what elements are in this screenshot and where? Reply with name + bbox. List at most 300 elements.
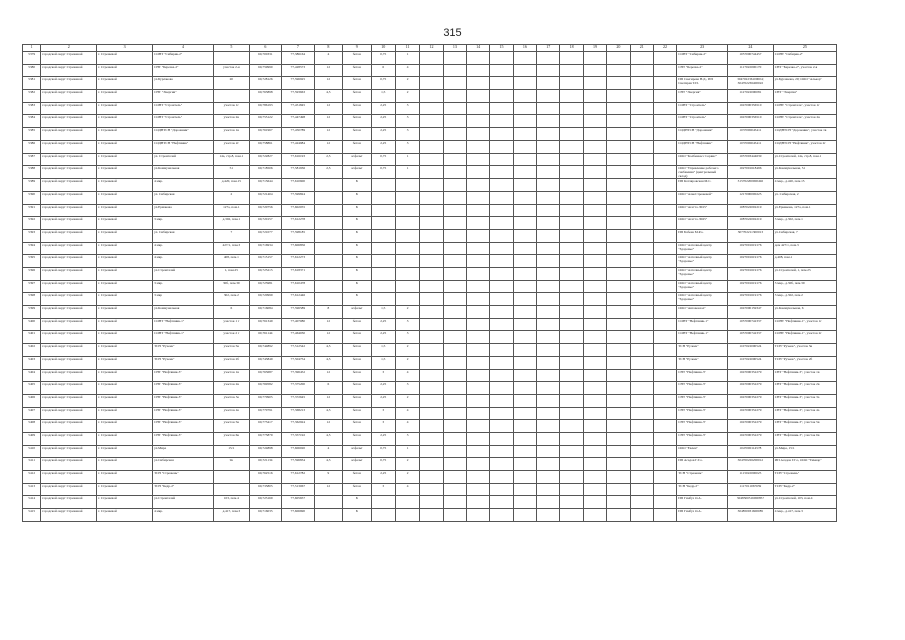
table-cell bbox=[420, 166, 443, 179]
table-row bbox=[23, 90, 837, 103]
table-cell: бетон bbox=[343, 115, 371, 128]
table-cell: городской округ Стрежевой bbox=[41, 471, 97, 484]
table-cell bbox=[653, 153, 676, 166]
table-cell: 5401 bbox=[23, 331, 41, 344]
table-cell: городской округ Стрежевой bbox=[41, 280, 97, 293]
table-cell bbox=[467, 217, 490, 230]
table-cell: 5404 bbox=[23, 369, 41, 382]
table-cell: 2,5 bbox=[314, 153, 342, 166]
table-cell: 1087022002219 bbox=[728, 217, 774, 230]
table-cell bbox=[560, 229, 583, 242]
table-cell: 3 bbox=[395, 115, 419, 128]
table-cell: 20 bbox=[214, 77, 250, 90]
table-cell bbox=[560, 191, 583, 204]
table-cell bbox=[395, 509, 419, 522]
column-number-cell: 9 bbox=[343, 45, 371, 52]
table-cell bbox=[583, 115, 606, 128]
table-cell: 60,720999 bbox=[249, 293, 282, 306]
table-cell: ООО "Алтечный центр "Здоровье" bbox=[677, 242, 728, 255]
table-cell bbox=[560, 407, 583, 420]
table-cell: участок 1в bbox=[214, 369, 250, 382]
table-cell: городской округ Стрежевой bbox=[41, 242, 97, 255]
table-cell: 60,716934 bbox=[249, 242, 282, 255]
table-cell bbox=[560, 115, 583, 128]
table-cell: 1107022000524 bbox=[728, 344, 774, 357]
table-cell bbox=[630, 344, 653, 357]
table-cell bbox=[513, 242, 536, 255]
table-cell: 3 bbox=[395, 432, 419, 445]
table-cell: СОНТ "Нефтяник-1" bbox=[677, 318, 728, 331]
table-cell bbox=[513, 204, 536, 217]
table-cell: 60,761967 bbox=[249, 128, 282, 141]
table-cell: городской округ Стрежевой bbox=[41, 153, 97, 166]
table-cell: г. Стрежевой bbox=[97, 77, 153, 90]
table-cell bbox=[560, 52, 583, 65]
table-cell: 2 bbox=[395, 356, 419, 369]
table-cell: СНТ "Нефтяник-3" bbox=[677, 382, 728, 395]
table-cell: ул.Ермакова bbox=[153, 204, 214, 217]
table-cell bbox=[607, 369, 630, 382]
table-cell: СОНТ "Сибиряк-2" bbox=[773, 52, 836, 65]
table-cell: 77,424984 bbox=[282, 140, 315, 153]
table-cell: 60,725981 bbox=[249, 280, 282, 293]
table-cell: Б bbox=[343, 204, 371, 217]
table-cell bbox=[513, 128, 536, 141]
table-cell bbox=[630, 280, 653, 293]
table-cell bbox=[443, 445, 466, 458]
table-cell bbox=[583, 394, 606, 407]
table-cell: 1047000356510 bbox=[728, 102, 774, 115]
table-cell: 12 bbox=[314, 102, 342, 115]
column-number-cell: 13 bbox=[443, 45, 466, 52]
table-cell: участок 5в bbox=[214, 344, 250, 357]
table-cell: г. Стрежевой bbox=[97, 496, 153, 509]
table-cell: 4 bbox=[395, 369, 419, 382]
column-number-cell: 1 bbox=[23, 45, 41, 52]
table-cell: 5408 bbox=[23, 420, 41, 433]
table-cell bbox=[420, 217, 443, 230]
table-cell bbox=[443, 191, 466, 204]
table-cell: бетон bbox=[343, 90, 371, 103]
table-cell bbox=[490, 471, 513, 484]
table-cell: ТСН "Ручеек" bbox=[153, 356, 214, 369]
table-cell bbox=[490, 407, 513, 420]
table-cell: СОДНТСН "Нефтяник" bbox=[677, 140, 728, 153]
table-cell bbox=[607, 483, 630, 496]
table-cell bbox=[583, 204, 606, 217]
table-cell: 77,612782 bbox=[282, 471, 315, 484]
table-cell bbox=[537, 509, 560, 522]
table-cell: городской округ Стрежевой bbox=[41, 369, 97, 382]
table-cell: 3 мкр., д.30б, пом.39 bbox=[773, 280, 836, 293]
table-cell bbox=[537, 128, 560, 141]
table-cell bbox=[630, 128, 653, 141]
table-cell bbox=[420, 204, 443, 217]
table-cell: городской округ Стрежевой bbox=[41, 191, 97, 204]
table-cell: 0,75 bbox=[371, 52, 395, 65]
table-cell: участок 5в bbox=[214, 420, 250, 433]
table-row bbox=[23, 509, 837, 522]
table-cell: 5407 bbox=[23, 407, 41, 420]
table-cell: ИП Асадов Г.Г.о, ООО "Тимаар" bbox=[773, 458, 836, 471]
table-cell: городской округ Стрежевой bbox=[41, 90, 97, 103]
table-cell: г. Стрежевой bbox=[97, 344, 153, 357]
table-cell bbox=[513, 306, 536, 319]
table-cell: 30б, пом.39 bbox=[214, 280, 250, 293]
table-cell bbox=[537, 217, 560, 230]
table-cell bbox=[537, 356, 560, 369]
table-cell: 2 bbox=[214, 191, 250, 204]
table-cell: ул.Мира bbox=[153, 445, 214, 458]
table-cell bbox=[467, 102, 490, 115]
table-cell: СНТ "Нефтяник-3", участок 2в bbox=[773, 382, 836, 395]
table-cell: 60,786193 bbox=[249, 102, 282, 115]
table-cell: 60,718506 bbox=[249, 166, 282, 179]
table-cell bbox=[513, 420, 536, 433]
table-cell bbox=[560, 382, 583, 395]
column-number-cell: 20 bbox=[607, 45, 630, 52]
table-cell bbox=[630, 204, 653, 217]
table-cell bbox=[443, 344, 466, 357]
table-cell: 15/1 bbox=[214, 445, 250, 458]
table-cell bbox=[513, 280, 536, 293]
table-cell: дом 427/1, пом.3 bbox=[773, 242, 836, 255]
table-cell bbox=[513, 369, 536, 382]
table-cell bbox=[607, 471, 630, 484]
table-cell: ТСН "Ручеек" bbox=[677, 344, 728, 357]
table-cell bbox=[583, 509, 606, 522]
table-cell bbox=[467, 331, 490, 344]
table-cell bbox=[537, 394, 560, 407]
table-cell bbox=[607, 382, 630, 395]
table-cell bbox=[467, 445, 490, 458]
table-row bbox=[23, 102, 837, 115]
table-cell bbox=[607, 128, 630, 141]
table-cell bbox=[537, 153, 560, 166]
table-cell: 1027001619176 bbox=[728, 242, 774, 255]
table-cell: 77,450789 bbox=[282, 128, 315, 141]
table-cell: д.420, пом.15 bbox=[214, 179, 250, 192]
table-cell bbox=[420, 242, 443, 255]
table-cell bbox=[420, 394, 443, 407]
table-cell: г. Стрежевой bbox=[97, 483, 153, 496]
table-cell bbox=[420, 140, 443, 153]
table-cell: 77,612273 bbox=[282, 255, 315, 268]
table-cell: 60,763687 bbox=[249, 369, 282, 382]
table-cell: 77,596589 bbox=[282, 306, 315, 319]
registry-table bbox=[22, 44, 837, 522]
table-cell bbox=[583, 280, 606, 293]
table-cell: городской округ Стрежевой bbox=[41, 52, 97, 65]
table-cell bbox=[560, 255, 583, 268]
table-cell: Б bbox=[343, 509, 371, 522]
table-cell bbox=[653, 90, 676, 103]
table-row bbox=[23, 382, 837, 395]
table-cell: 5381 bbox=[23, 77, 41, 90]
table-cell: СНТ "Нефтяник-3", участок 4а bbox=[773, 407, 836, 420]
table-row bbox=[23, 445, 837, 458]
table-cell: 0,75 bbox=[371, 458, 395, 471]
table-cell: ООО "АлкоСтрежевой" bbox=[677, 191, 728, 204]
table-cell bbox=[467, 128, 490, 141]
table-cell: ООО "Алтечный центр "Здоровье" bbox=[677, 280, 728, 293]
table-cell bbox=[653, 268, 676, 281]
table-cell: г. Стрежевой bbox=[97, 306, 153, 319]
table-cell: городской округ Стрежевой bbox=[41, 420, 97, 433]
table-cell: 77,593663 bbox=[282, 90, 315, 103]
table-cell bbox=[560, 179, 583, 192]
table-cell bbox=[371, 255, 395, 268]
table-cell: 5412 bbox=[23, 471, 41, 484]
table-cell: 14а, стр.8, пом.1 bbox=[214, 153, 250, 166]
table-cell: 77,357192 bbox=[282, 432, 315, 445]
table-cell: Б bbox=[343, 293, 371, 306]
table-cell: городской округ Стрежевой bbox=[41, 483, 97, 496]
table-cell: 5398 bbox=[23, 293, 41, 306]
table-cell bbox=[420, 52, 443, 65]
table-cell: 304850031600085 bbox=[728, 509, 774, 522]
table-row bbox=[23, 229, 837, 242]
table-cell bbox=[443, 306, 466, 319]
table-cell: 1027001619176 bbox=[728, 268, 774, 281]
table-cell bbox=[583, 445, 606, 458]
table-cell: ул.Коммунальная, 6 bbox=[773, 306, 836, 319]
table-cell: 60,700331 bbox=[249, 52, 282, 65]
table-cell bbox=[443, 483, 466, 496]
table-cell bbox=[537, 52, 560, 65]
table-cell bbox=[490, 255, 513, 268]
table-cell: г. Стрежевой bbox=[97, 166, 153, 179]
table-cell bbox=[443, 166, 466, 179]
table-cell bbox=[630, 496, 653, 509]
table-cell: городской округ Стрежевой bbox=[41, 77, 97, 90]
table-cell: СНТ "Энергия" bbox=[677, 90, 728, 103]
table-cell: 4 мкр. bbox=[153, 242, 214, 255]
table-cell: 1057000742337 bbox=[728, 331, 774, 344]
table-cell: 5392 bbox=[23, 217, 41, 230]
table-cell: 2,5 bbox=[314, 166, 342, 179]
table-cell: 12 bbox=[314, 331, 342, 344]
table-cell: 2,25 bbox=[371, 115, 395, 128]
table-cell bbox=[560, 344, 583, 357]
table-cell: 3 bbox=[395, 140, 419, 153]
table-cell: 77,606020 bbox=[282, 445, 315, 458]
table-cell: 5409 bbox=[23, 432, 41, 445]
column-number-row bbox=[23, 45, 837, 52]
table-cell bbox=[371, 229, 395, 242]
table-cell: 1037000045411 bbox=[728, 140, 774, 153]
table-cell: 60,728126 bbox=[249, 77, 282, 90]
table-cell: СНТ "Нефтяник-3", участок 6в bbox=[773, 432, 836, 445]
table-cell: 5400 bbox=[23, 318, 41, 331]
table-cell: 1,5 bbox=[371, 356, 395, 369]
table-cell bbox=[630, 331, 653, 344]
table-cell: ТСН "Стрежень" bbox=[153, 471, 214, 484]
table-cell: городской округ Стрежевой bbox=[41, 394, 97, 407]
table-cell bbox=[537, 306, 560, 319]
table-cell bbox=[583, 179, 606, 192]
table-cell bbox=[653, 179, 676, 192]
table-cell bbox=[467, 394, 490, 407]
table-cell: 5397 bbox=[23, 280, 41, 293]
table-cell: ТСН "Стрежень" bbox=[773, 471, 836, 484]
table-cell bbox=[490, 115, 513, 128]
table-cell: городской округ Стрежевой bbox=[41, 217, 97, 230]
table-cell: 5395 bbox=[23, 255, 41, 268]
table-cell: г. Стрежевой bbox=[97, 255, 153, 268]
table-cell bbox=[537, 280, 560, 293]
table-cell: ТСН "Стрежень" bbox=[677, 471, 728, 484]
table-cell bbox=[630, 102, 653, 115]
table-cell bbox=[607, 509, 630, 522]
table-cell: 8 bbox=[314, 306, 342, 319]
table-cell: 77,447498 bbox=[282, 115, 315, 128]
table-cell bbox=[314, 229, 342, 242]
table-cell: СОНТ "Строитель" bbox=[153, 102, 214, 115]
table-cell: д.302, пом.1 bbox=[214, 217, 250, 230]
table-cell bbox=[490, 420, 513, 433]
table-cell: 0,75 bbox=[371, 166, 395, 179]
table-cell: 5415 bbox=[23, 509, 41, 522]
table-cell: 5390 bbox=[23, 191, 41, 204]
table-cell: ТСН "Кедр-2" bbox=[153, 483, 214, 496]
table-cell: 1 bbox=[395, 166, 419, 179]
table-cell: 5383 bbox=[23, 102, 41, 115]
table-cell: 2 bbox=[395, 90, 419, 103]
table-cell bbox=[630, 293, 653, 306]
table-cell bbox=[653, 115, 676, 128]
table-cell: 60,761144 bbox=[249, 331, 282, 344]
table-cell: СОДНТСН "Дорожник" bbox=[677, 128, 728, 141]
table-cell bbox=[630, 229, 653, 242]
table-cell bbox=[395, 496, 419, 509]
table-cell: 1047000114578 bbox=[728, 445, 774, 458]
table-cell bbox=[371, 217, 395, 230]
table-cell bbox=[443, 179, 466, 192]
table-cell: г. Стрежевой bbox=[97, 331, 153, 344]
table-cell: СНТ "Нефтяник-3" bbox=[677, 420, 728, 433]
table-cell bbox=[513, 407, 536, 420]
table-cell: 60,725215 bbox=[249, 268, 282, 281]
table-cell bbox=[467, 420, 490, 433]
table-cell bbox=[653, 496, 676, 509]
table-cell: 2,25 bbox=[371, 331, 395, 344]
table-cell bbox=[443, 496, 466, 509]
table-cell: 2,25 bbox=[371, 128, 395, 141]
table-cell bbox=[607, 204, 630, 217]
table-cell: 60,773417 bbox=[249, 420, 282, 433]
column-number-cell: 12 bbox=[420, 45, 443, 52]
table-cell: 1,5 bbox=[371, 306, 395, 319]
table-row bbox=[23, 331, 837, 344]
column-number-cell: 7 bbox=[282, 45, 315, 52]
table-cell: 60,763898 bbox=[249, 90, 282, 103]
table-cell: участок 1в bbox=[214, 128, 250, 141]
table-cell: 4 bbox=[395, 64, 419, 77]
table-cell bbox=[537, 420, 560, 433]
table-cell bbox=[467, 90, 490, 103]
table-cell bbox=[443, 458, 466, 471]
table-cell bbox=[607, 191, 630, 204]
table-cell: ИП Асадов Г.Г.о. bbox=[677, 458, 728, 471]
table-cell bbox=[443, 204, 466, 217]
table-cell: СНТ "Нефтяник-3" bbox=[153, 432, 214, 445]
table-cell bbox=[513, 77, 536, 90]
table-cell bbox=[420, 471, 443, 484]
table-cell bbox=[653, 293, 676, 306]
table-cell: ул.Коммунальная bbox=[153, 306, 214, 319]
table-cell: городской округ Стрежевой bbox=[41, 179, 97, 192]
table-cell: СНТ "Нефтяник-3" bbox=[153, 420, 214, 433]
table-cell: ул.Сибирская, 7 bbox=[773, 229, 836, 242]
table-cell bbox=[420, 445, 443, 458]
table-cell bbox=[314, 293, 342, 306]
table-cell: 77,428573 bbox=[282, 64, 315, 77]
table-row bbox=[23, 217, 837, 230]
table-cell: 1115022000025 bbox=[728, 471, 774, 484]
table-cell: городской округ Стрежевой bbox=[41, 458, 97, 471]
table-cell: бетон bbox=[343, 102, 371, 115]
column-number-cell: 23 bbox=[677, 45, 728, 52]
table-cell: 7 bbox=[214, 229, 250, 242]
table-cell bbox=[467, 204, 490, 217]
table-cell: городской округ Стрежевой bbox=[41, 140, 97, 153]
table-cell bbox=[560, 102, 583, 115]
table-cell: СНТ "Нефтяник-3" bbox=[677, 369, 728, 382]
table-cell: бетон bbox=[343, 52, 371, 65]
table-cell bbox=[583, 52, 606, 65]
table-row bbox=[23, 52, 837, 65]
table-cell: городской округ Стрежевой bbox=[41, 306, 97, 319]
table-cell bbox=[653, 471, 676, 484]
table-cell: 60,716084 bbox=[249, 306, 282, 319]
table-row bbox=[23, 407, 837, 420]
table-cell: 5389 bbox=[23, 179, 41, 192]
table-cell: 77,451845 bbox=[282, 102, 315, 115]
table-row bbox=[23, 280, 837, 293]
table-row bbox=[23, 242, 837, 255]
table-cell bbox=[420, 179, 443, 192]
table-cell: бетон bbox=[343, 471, 371, 484]
table-cell: СНТ "Энергия" bbox=[153, 90, 214, 103]
table-cell: участок 1г bbox=[214, 102, 250, 115]
table-cell bbox=[583, 153, 606, 166]
table-cell bbox=[420, 191, 443, 204]
table-cell bbox=[537, 483, 560, 496]
table-cell: 6 bbox=[214, 306, 250, 319]
table-cell bbox=[583, 217, 606, 230]
table-cell: 4 bbox=[314, 445, 342, 458]
table-row bbox=[23, 77, 837, 90]
table-cell: бетон bbox=[343, 64, 371, 77]
table-cell: городской округ Стрежевой bbox=[41, 331, 97, 344]
table-cell: ООО "Алтечный центр "Здоровье" bbox=[677, 255, 728, 268]
table-cell bbox=[443, 128, 466, 141]
table-cell: 77,606856 bbox=[282, 242, 315, 255]
table-cell bbox=[467, 64, 490, 77]
table-cell bbox=[371, 242, 395, 255]
table-cell: ИП Снегирева Н.Д., ИП Снегирев Т.И. bbox=[677, 77, 728, 90]
table-cell: 2 bbox=[395, 458, 419, 471]
table-cell: бетон bbox=[343, 356, 371, 369]
table-cell bbox=[420, 77, 443, 90]
table-cell bbox=[513, 344, 536, 357]
table-cell bbox=[443, 90, 466, 103]
table-cell bbox=[314, 179, 342, 192]
table-cell bbox=[630, 407, 653, 420]
table-cell: ул. Сибирская bbox=[153, 229, 214, 242]
table-cell: 12 bbox=[314, 64, 342, 77]
